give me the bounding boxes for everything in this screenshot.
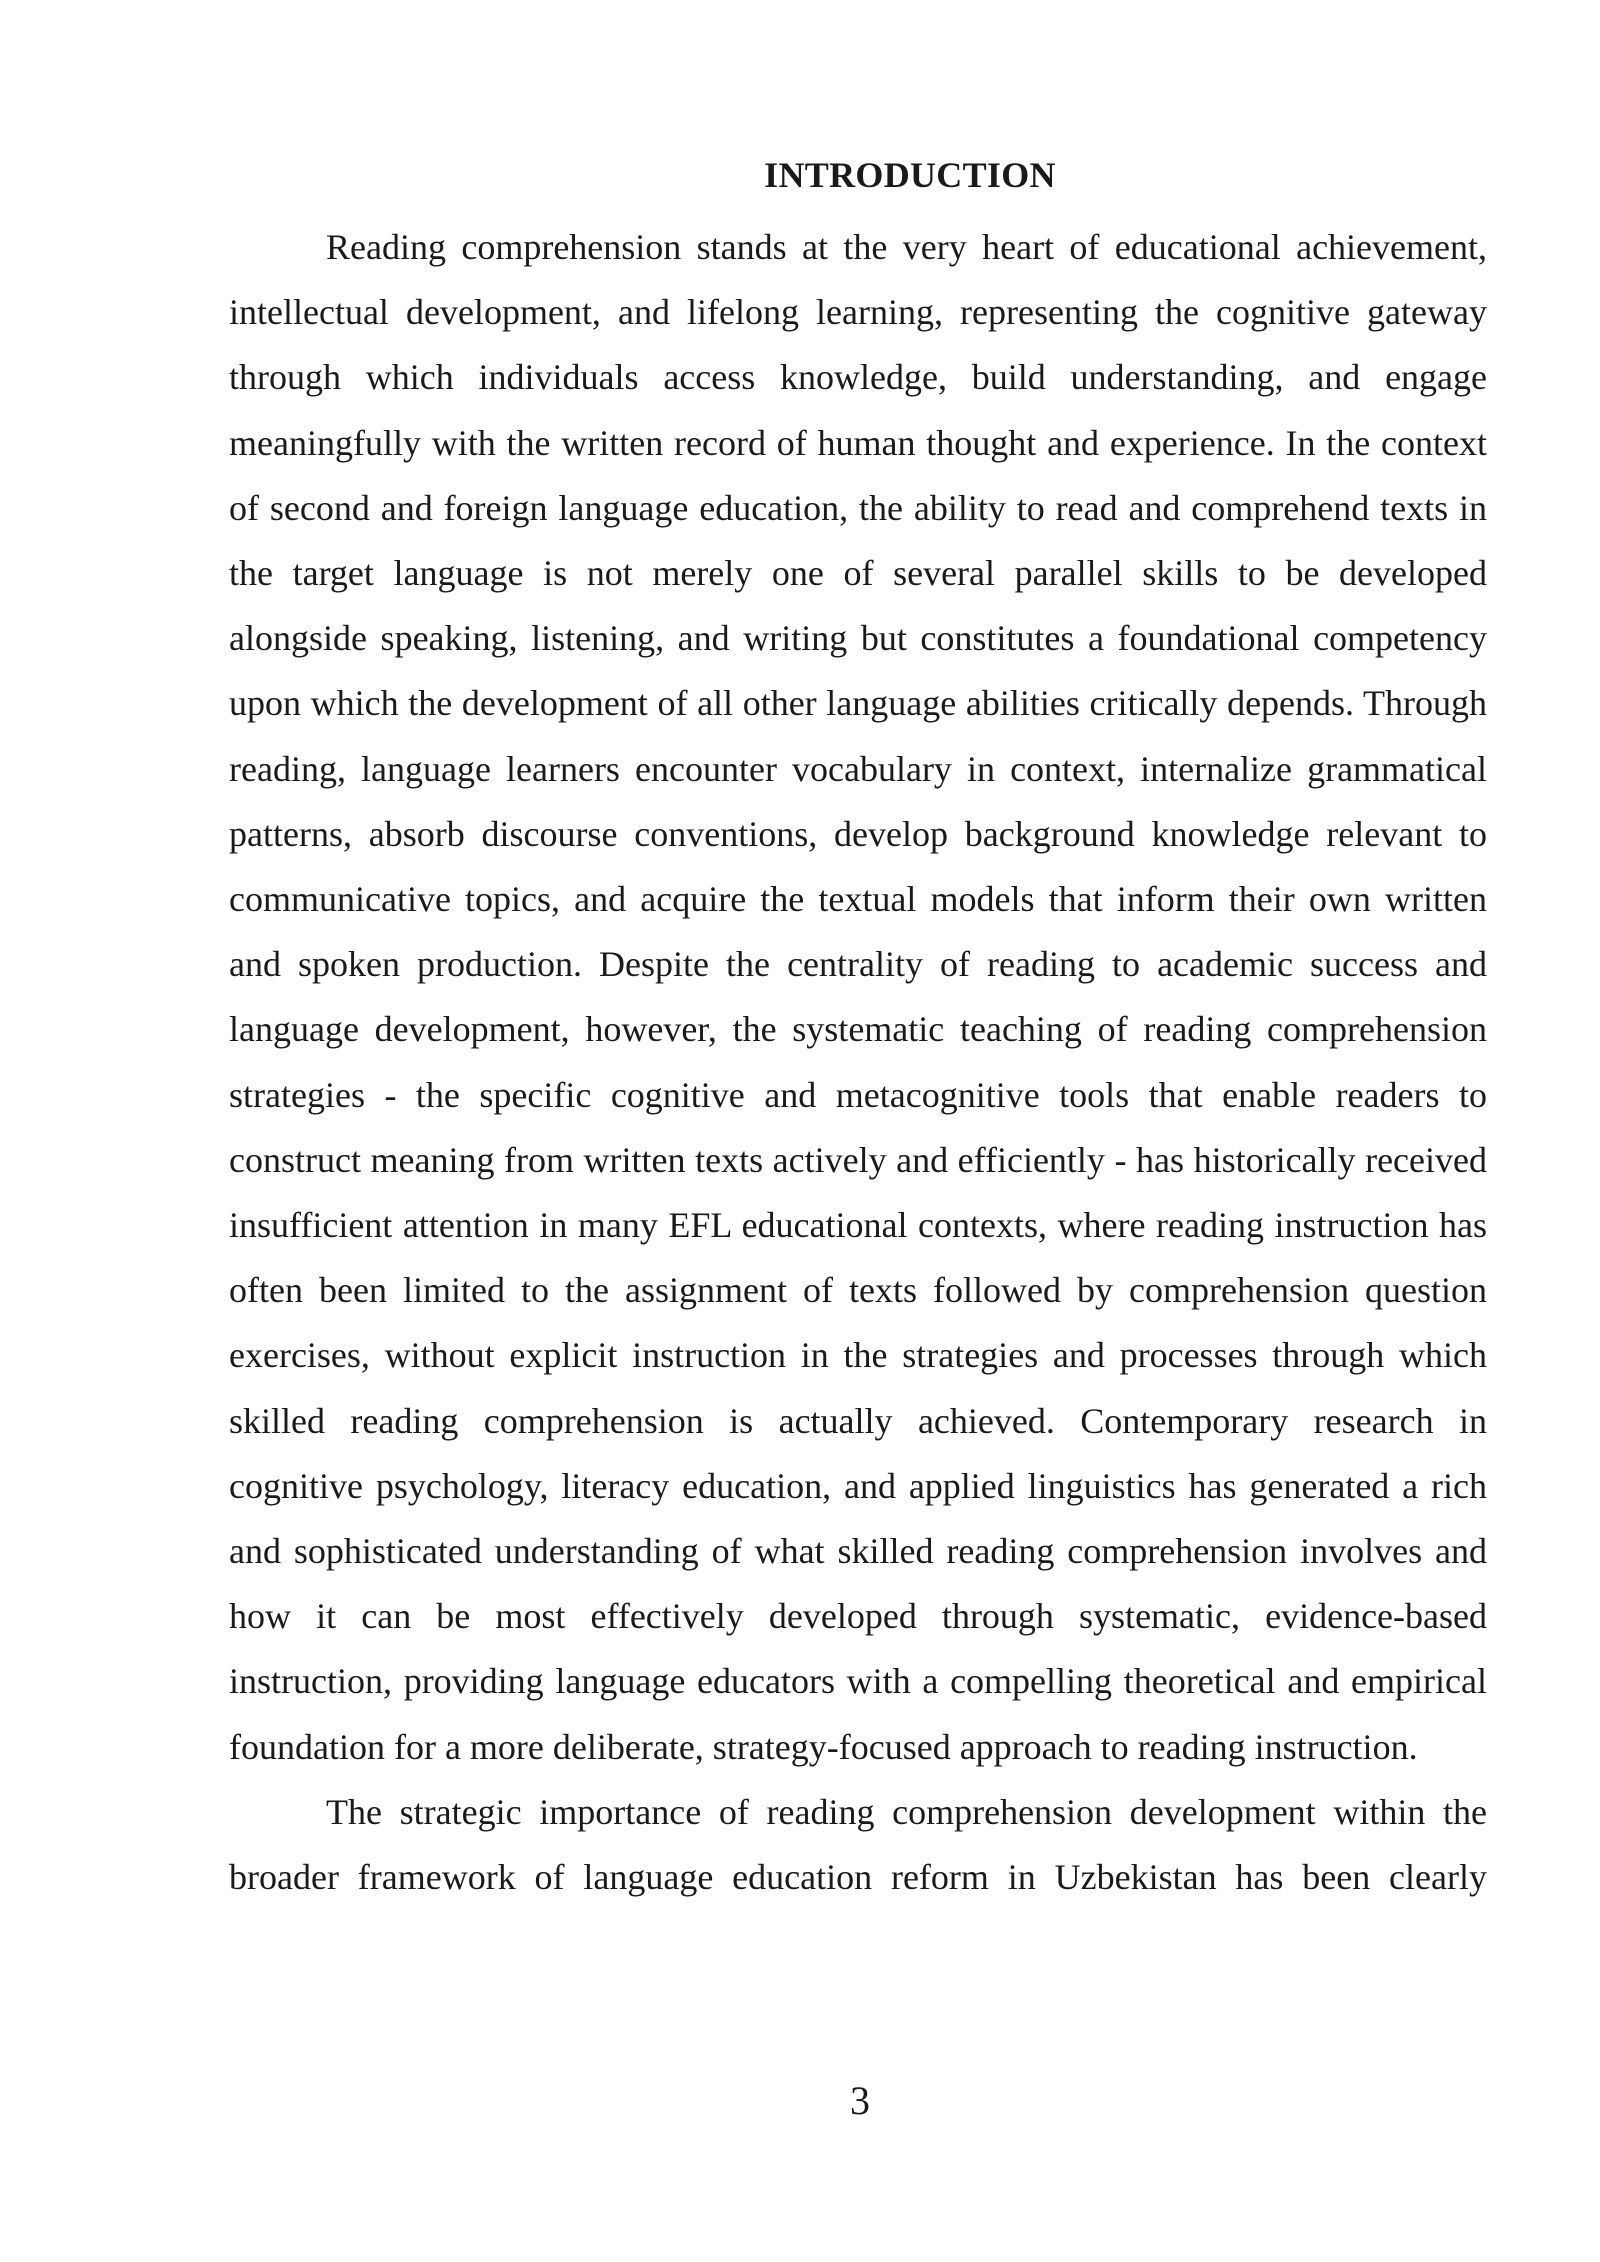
paragraph-1: Reading comprehension stands at the very heart of educational achievement, intellectual development, and lifelong learning, representing the cognitive gateway through which individuals access knowledge, build understanding, and engage meaningfully with the written record of human thought and experience. In the context of second and foreign language education, the ability to read and comprehend texts in the target language is not merely one of several parallel skills to be developed alongside speaking, listening, and writing but constitutes a foundational competency upon which the development of all other language abilities critically depends. Through reading, language learners encounter vocabulary in context, internalize grammatical patterns, absorb discourse conventions, develop background knowledge relevant to communicative topics, and acquire the textual models that inform their own written and spoken production. Despite the centrality of reading to academic success and language development, however, the systematic teaching of reading comprehension strategies - the specific cognitive and metacognitive tools that enable readers to construct meaning from written texts actively and efficiently - has historically received insufficient attention in many EFL educational contexts, where reading instruction has often been limited to the assignment of texts followed by comprehension question exercises, without explicit instruction in the strategies and processes through which skilled reading comprehension is actually achieved. Contemporary research in cognitive psychology, literacy education, and applied linguistics has generated a rich and sophisticated understanding of what skilled reading comprehension involves and how it can be most effectively developed through systematic, evidence-based instruction, providing language educators with a compelling theoretical and empirical foundation for a more deliberate, strategy-focused approach to reading instruction.	[229, 227, 1487, 1767]
body-text	[229, 215, 1487, 1910]
paragraph-2: The strategic importance of reading comprehension development within the broader framework of language education reform in Uzbekistan has been clearly	[229, 1791, 1487, 1898]
page-number: 3	[850, 2078, 870, 2123]
section-title: INTRODUCTION	[764, 155, 1056, 195]
